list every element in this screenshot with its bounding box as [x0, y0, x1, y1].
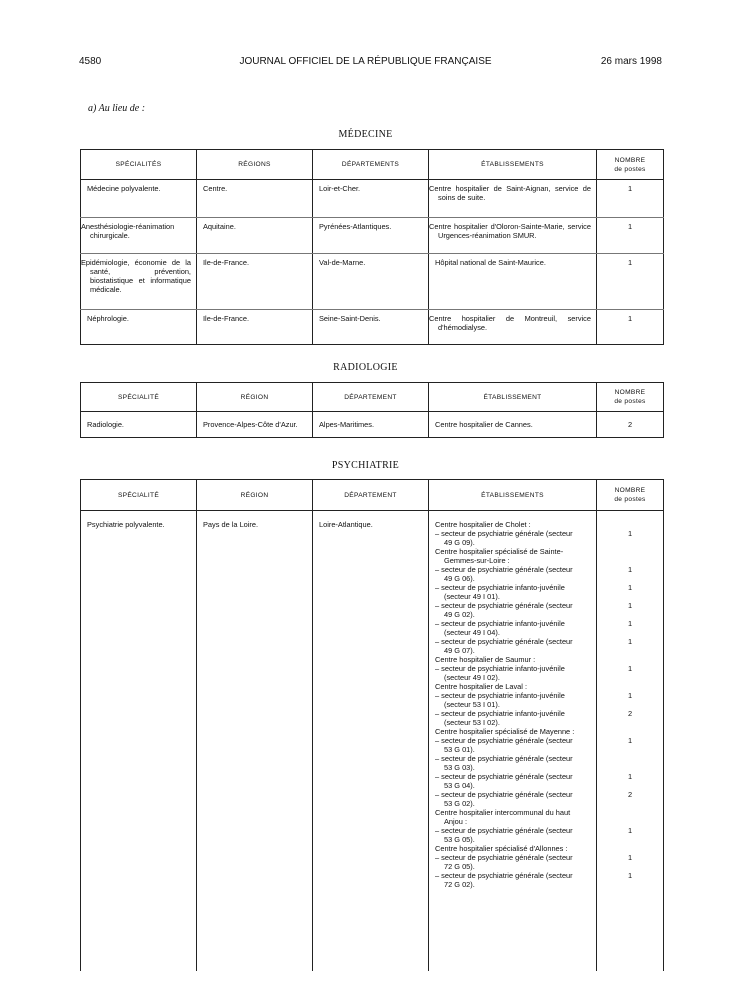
post-count — [597, 817, 663, 826]
sector-line: 53 G 03). — [444, 763, 475, 772]
cell-departement: Pyrénées-Atlantiques. — [313, 218, 429, 254]
sector-line: 49 G 02). — [444, 610, 475, 619]
col-header-etablissements: ÉTABLISSEMENTS — [429, 480, 597, 511]
sector-line: – secteur de psychiatrie infanto-juvénile — [435, 691, 565, 700]
table-row — [81, 511, 664, 972]
post-count — [597, 556, 663, 565]
cell-etablissement: Centre hospitalier de Cannes. — [429, 412, 597, 438]
cell-specialite: Médecine polyvalente. — [81, 180, 197, 218]
sector-line: – secteur de psychiatrie infanto-juvénile — [435, 619, 565, 628]
sector-line: (secteur 49 I 02). — [444, 673, 500, 682]
cell-specialite: Anesthésiologie-réanimation chirurgicale. — [81, 218, 197, 254]
post-count: 1 — [627, 664, 633, 673]
cell-departement: Loire-Atlantique. — [313, 511, 429, 972]
post-count — [597, 808, 663, 817]
post-count — [597, 673, 663, 682]
col-header-nombre: NOMBRE de postes — [597, 480, 664, 511]
establishment-name: Centre hospitalier spécialisé de Mayenne : — [435, 727, 575, 736]
cell-etablissement: Hôpital national de Saint-Maurice. — [429, 254, 597, 310]
col-header-specialite: SPÉCIALITÉ — [81, 480, 197, 511]
sector-line: – secteur de psychiatrie générale (secteur — [435, 565, 573, 574]
table-medecine — [80, 149, 664, 345]
sector-line: 49 G 09). — [444, 538, 475, 547]
post-count — [597, 646, 663, 655]
post-count — [597, 835, 663, 844]
post-count — [597, 718, 663, 727]
sector-line: 49 G 06). — [444, 574, 475, 583]
sector-line: 72 G 05). — [444, 862, 475, 871]
post-count: 1 — [627, 529, 633, 538]
post-count: 1 — [627, 871, 633, 880]
post-count — [597, 763, 663, 772]
cell-region: Provence-Alpes-Côte d'Azur. — [197, 412, 313, 438]
cell-specialite: Epidémiologie, économie de la santé, prévention, biostatistique et informatique médicale. — [81, 254, 197, 310]
sector-line: (secteur 53 I 01). — [444, 700, 500, 709]
issue-date: 26 mars 1998 — [600, 56, 662, 67]
journal-title: JOURNAL OFFICIEL DE LA RÉPUBLIQUE FRANÇAISE — [239, 56, 492, 67]
sector-line: – secteur de psychiatrie générale (secteur — [435, 601, 573, 610]
post-count: 1 — [627, 565, 633, 574]
sector-line: – secteur de psychiatrie infanto-juvénile — [435, 583, 565, 592]
post-count — [597, 799, 663, 808]
sector-line: – secteur de psychiatrie infanto-juvénile — [435, 709, 565, 718]
col-header-nombre: NOMBRE de postes — [597, 383, 664, 412]
post-count — [597, 781, 663, 790]
cell-region: Ile-de-France. — [197, 310, 313, 345]
post-count — [597, 547, 663, 556]
cell-region: Pays de la Loire. — [197, 511, 313, 972]
post-count — [597, 628, 663, 637]
cell-nombre: 1 — [597, 218, 664, 254]
cell-etablissement: Centre hospitalier de Saint-Aignan, service de soins de suite. — [429, 180, 597, 218]
table-row — [81, 310, 664, 345]
post-count: 1 — [627, 601, 633, 610]
cell-etablissement: Centre hospitalier de Montreuil, service d'hémodialyse. — [429, 310, 597, 345]
sector-line: 53 G 02). — [444, 799, 475, 808]
post-count — [597, 727, 663, 736]
cell-specialite: Psychiatrie polyvalente. — [81, 511, 197, 972]
post-count — [597, 574, 663, 583]
table-row — [81, 254, 664, 310]
col-header-etablissement: ÉTABLISSEMENT — [429, 383, 597, 412]
cell-departement: Loir-et-Cher. — [313, 180, 429, 218]
post-count — [597, 592, 663, 601]
cell-etablissements — [429, 511, 597, 972]
post-count: 1 — [627, 853, 633, 862]
establishment-name: Centre hospitalier spécialisé d'Allonnes : — [435, 844, 568, 853]
sector-line: – secteur de psychiatrie infanto-juvénile — [435, 664, 565, 673]
post-count — [597, 538, 663, 547]
cell-specialite: Radiologie. — [81, 412, 197, 438]
sector-line: (secteur 49 I 01). — [444, 592, 500, 601]
col-header-nombre: NOMBRE de postes — [597, 150, 664, 180]
post-count: 2 — [627, 790, 633, 799]
establishment-name: Centre hospitalier de Cholet : — [435, 520, 531, 529]
cell-specialite: Néphrologie. — [81, 310, 197, 345]
intro-text: a) Au lieu de : — [88, 103, 146, 114]
table-psychiatrie — [80, 479, 664, 971]
post-count — [597, 862, 663, 871]
sector-line: – secteur de psychiatrie générale (secteur — [435, 871, 573, 880]
col-header-specialites: SPÉCIALITÉS — [81, 150, 197, 180]
section-title-psychiatrie: PSYCHIATRIE — [331, 460, 400, 471]
cell-region: Centre. — [197, 180, 313, 218]
cell-departement: Seine-Saint-Denis. — [313, 310, 429, 345]
col-header-regions: RÉGIONS — [197, 150, 313, 180]
table-row — [81, 412, 664, 438]
sector-line: Gemmes-sur-Loire : — [444, 556, 510, 565]
cell-nombre: 1 — [597, 180, 664, 218]
post-count — [597, 754, 663, 763]
col-header-region: RÉGION — [197, 383, 313, 412]
table-radiologie — [80, 382, 664, 438]
sector-line: – secteur de psychiatrie générale (secteur — [435, 853, 573, 862]
cell-nombre: 2 — [597, 412, 664, 438]
cell-departement: Alpes-Maritimes. — [313, 412, 429, 438]
establishment-name: Centre hospitalier de Saumur : — [435, 655, 536, 664]
post-count — [597, 844, 663, 853]
post-count — [597, 880, 663, 889]
sector-line: – secteur de psychiatrie générale (secteur — [435, 826, 573, 835]
post-count — [597, 745, 663, 754]
sector-line: (secteur 49 I 04). — [444, 628, 500, 637]
cell-etablissement: Centre hospitalier d'Oloron-Sainte-Marie, service Urgences-réanimation SMUR. — [429, 218, 597, 254]
cell-region: Ile-de-France. — [197, 254, 313, 310]
sector-line: 72 G 02). — [444, 880, 475, 889]
post-count: 1 — [627, 736, 633, 745]
cell-departement: Val-de-Marne. — [313, 254, 429, 310]
col-header-region: RÉGION — [197, 480, 313, 511]
sector-line: Anjou : — [444, 817, 468, 826]
sector-line: 53 G 04). — [444, 781, 475, 790]
sector-line: (secteur 53 I 02). — [444, 718, 500, 727]
col-header-departements: DÉPARTEMENTS — [313, 150, 429, 180]
sector-line: 53 G 01). — [444, 745, 475, 754]
post-count — [597, 655, 663, 664]
sector-line: 53 G 05). — [444, 835, 475, 844]
sector-line: – secteur de psychiatrie générale (secteur — [435, 772, 573, 781]
post-count: 1 — [627, 691, 633, 700]
col-header-departement: DÉPARTEMENT — [313, 383, 429, 412]
table-row — [81, 218, 664, 254]
post-count — [597, 682, 663, 691]
post-count — [597, 700, 663, 709]
sector-line: – secteur de psychiatrie générale (secteur — [435, 754, 573, 763]
sector-line: – secteur de psychiatrie générale (secteur — [435, 790, 573, 799]
post-count: 1 — [627, 826, 633, 835]
post-count: 2 — [627, 709, 633, 718]
col-header-specialite: SPÉCIALITÉ — [81, 383, 197, 412]
sector-line: – secteur de psychiatrie générale (secteur — [435, 637, 573, 646]
section-title-radiologie: RADIOLOGIE — [333, 362, 398, 373]
sector-line: 49 G 07). — [444, 646, 475, 655]
post-count: 1 — [627, 619, 633, 628]
section-title-medecine: MÉDECINE — [338, 129, 393, 140]
post-count: 1 — [627, 772, 633, 781]
table-row — [81, 180, 664, 218]
post-count: 1 — [627, 583, 633, 592]
post-count: 1 — [627, 637, 633, 646]
page-number: 4580 — [79, 56, 102, 67]
cell-nombre — [597, 511, 664, 972]
cell-region: Aquitaine. — [197, 218, 313, 254]
sector-line: – secteur de psychiatrie générale (secteur — [435, 529, 573, 538]
post-count — [597, 520, 663, 529]
establishment-name: Centre hospitalier spécialisé de Sainte- — [435, 547, 564, 556]
post-count — [597, 610, 663, 619]
cell-nombre: 1 — [597, 310, 664, 345]
col-header-departement: DÉPARTEMENT — [313, 480, 429, 511]
sector-line: – secteur de psychiatrie générale (secteur — [435, 736, 573, 745]
establishment-name: Centre hospitalier intercommunal du haut — [435, 808, 571, 817]
cell-nombre: 1 — [597, 254, 664, 310]
establishment-name: Centre hospitalier de Laval : — [435, 682, 528, 691]
col-header-etablissements: ÉTABLISSEMENTS — [429, 150, 597, 180]
